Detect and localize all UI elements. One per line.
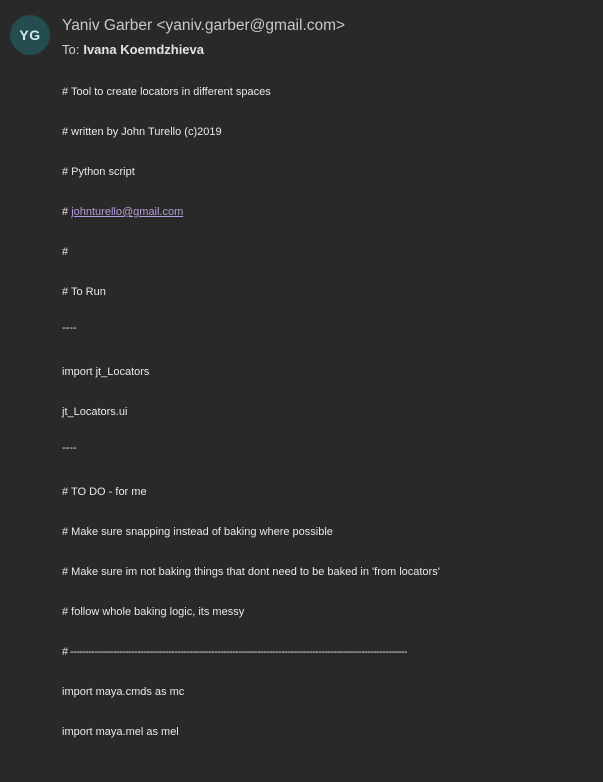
body-line: ----: [62, 322, 77, 334]
body-line: import maya.mel as mel: [62, 726, 179, 738]
to-line: [62, 42, 204, 57]
sender-name[interactable]: Yaniv Garber <yaniv.garber@gmail.com>: [62, 17, 346, 34]
body-line: # TO DO - for me: [62, 486, 147, 498]
body-line: # Tool to create locators in different spaces: [62, 86, 271, 98]
body-line-email: [62, 206, 183, 219]
body-line-divider: # --------------------------------------------------------------------------------------------------------------: [62, 646, 407, 658]
body-line: import maya.cmds as mc: [62, 686, 185, 698]
recipient-name[interactable]: Ivana Koemdzhieva: [83, 42, 204, 57]
body-line: ----: [62, 442, 77, 454]
body-line: # follow whole baking logic, its messy: [62, 606, 245, 618]
sender-avatar[interactable]: [10, 15, 50, 55]
body-line: # Make sure snapping instead of baking where possible: [62, 526, 333, 538]
body-line: jt_Locators.ui: [62, 406, 128, 418]
avatar-initials: YG: [19, 27, 41, 43]
body-line: # Python script: [62, 166, 135, 178]
hash-prefix: #: [62, 206, 72, 218]
body-line: # written by John Turello (c)2019: [62, 126, 222, 138]
body-line: # Make sure im not baking things that dont need to be baked in 'from locators': [62, 566, 440, 578]
to-label: To:: [62, 42, 80, 57]
body-line: # To Run: [62, 286, 106, 298]
body-line: #: [62, 246, 69, 258]
email-link[interactable]: johnturello@gmail.com: [71, 206, 184, 218]
body-line: import jt_Locators: [62, 366, 150, 378]
